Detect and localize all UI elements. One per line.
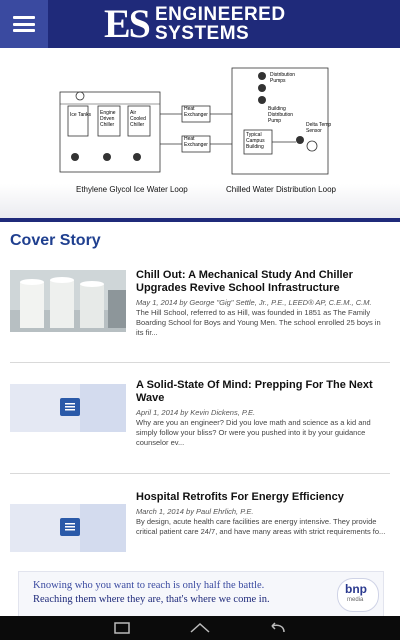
article-title[interactable]: Chill Out: A Mechanical Study And Chiller Upgrades Revive School Infrastructure (136, 269, 353, 294)
ad-banner[interactable] (18, 571, 384, 617)
recents-icon[interactable] (108, 620, 136, 636)
caption-right: Chilled Water Distribution Loop (226, 185, 336, 194)
article-meta: April 1, 2014 by Kevin Dickens, P.E. (136, 408, 256, 417)
article-thumbnail-placeholder[interactable] (10, 384, 126, 446)
hero-bottom-bar (0, 218, 400, 222)
label-ice-tanks: Ice Tanks (70, 112, 92, 118)
label-heat-exchanger-top: Heat Exchanger (184, 106, 208, 118)
bnp-logo-sub: media (347, 597, 364, 603)
caption-left: Ethylene Glycol Ice Water Loop (76, 185, 188, 194)
article-thumbnail-placeholder[interactable] (10, 504, 126, 566)
bnp-logo-text: bnp (345, 582, 367, 596)
label-engine-chiller: Engine Driven Chiller (100, 110, 116, 128)
menu-button[interactable] (0, 0, 48, 48)
site-logo[interactable] (104, 1, 286, 46)
article-excerpt: The Hill School, referred to as Hill, was founded in 1851 as The Family Boarding School for Boys and Young Men. The school enrolled 25 boys in its fir... (136, 308, 381, 337)
app-header (0, 0, 400, 48)
ad-line-1: Knowing who you want to reach is only half the battle. (33, 580, 265, 591)
label-building-pump: Building Distribution Pump (268, 106, 294, 124)
label-typical-building: Typical Campus Building (246, 132, 265, 150)
hero-diagram[interactable] (0, 48, 400, 222)
article-divider (10, 473, 390, 474)
logo-mark: ES (104, 1, 149, 46)
label-air-chiller: Air Cooled Chiller (130, 110, 146, 128)
article-meta: March 1, 2014 by Paul Ehrlich, P.E. (136, 507, 254, 516)
label-heat-exchanger-bottom: Heat Exchanger (184, 136, 208, 148)
article-title[interactable]: A Solid-State Of Mind: Prepping For The Next Wave (136, 379, 373, 404)
hero-fade (0, 184, 400, 222)
home-icon[interactable] (186, 620, 214, 636)
article-title[interactable]: Hospital Retrofits For Energy Efficiency (136, 491, 344, 503)
ad-line-2: Reaching them where they are, that's where we come in. (33, 594, 270, 605)
article-excerpt: By design, acute health care facilities are energy intensive. They provide critical patient care 24/7, and have many areas with strict requirements fo... (136, 517, 386, 536)
section-title: Cover Story (10, 232, 101, 249)
label-distribution-pumps: Distribution Pumps (270, 72, 296, 84)
back-icon[interactable] (264, 620, 292, 636)
article-excerpt: Why are you an engineer? Did you love math and science as a kid and simply follow your bliss? Or were you pushed into it by your guidance counselor ev... (136, 418, 371, 447)
logo-word-systems: SYSTEMS (154, 23, 250, 44)
label-delta-temp: Delta Temp Sensor (306, 122, 332, 134)
article-meta: May 1, 2014 by George "Gig" Settle, Jr., P.E., LEED® AP, C.E.M., C.M. (136, 298, 372, 307)
article-divider (10, 362, 390, 363)
hamburger-icon (13, 16, 35, 32)
system-nav-bar (0, 616, 400, 640)
article-thumbnail-tanks[interactable] (10, 270, 126, 332)
logo-word-engineered: ENGINEERED (154, 4, 286, 25)
bnp-logo (337, 578, 379, 612)
